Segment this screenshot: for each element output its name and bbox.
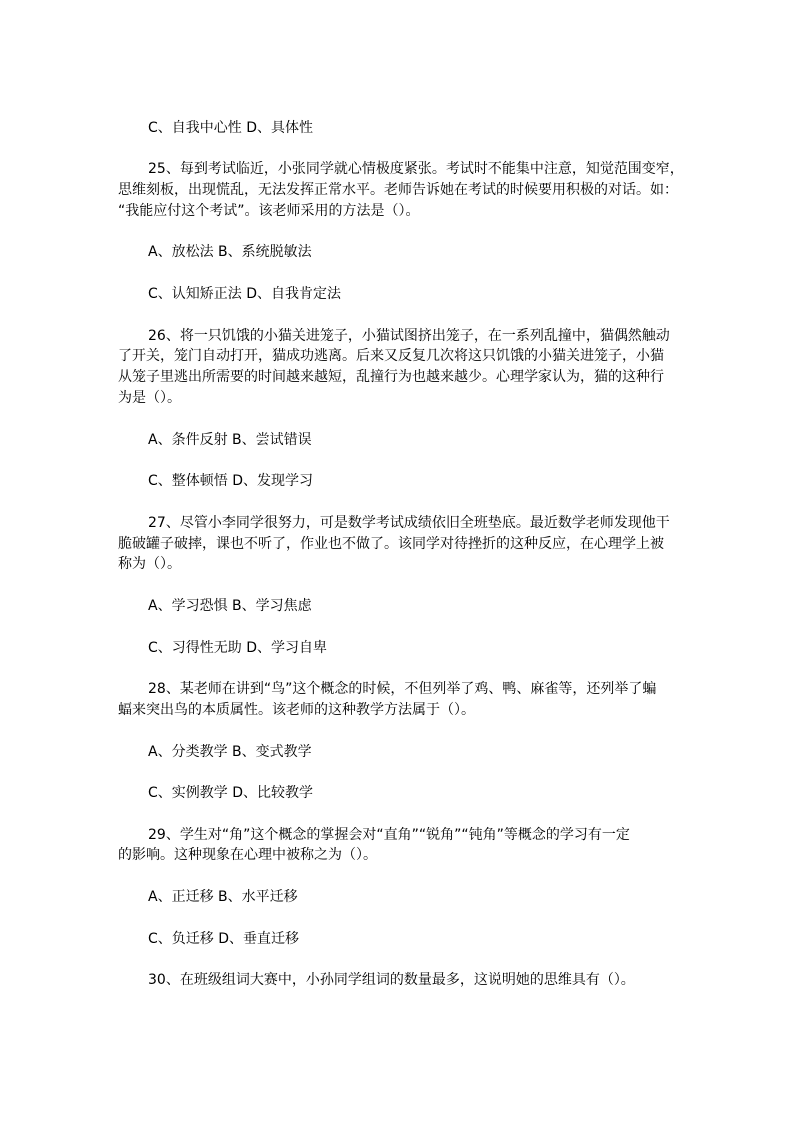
options-q26-ab xyxy=(118,430,678,451)
question-line: “我能应付这个考试”。该老师采用的方法是（）。 xyxy=(118,202,420,219)
option-line: A、正迁移 B、水平迁移 xyxy=(148,889,298,906)
option-line: C、认知矫正法 D、自我肯定法 xyxy=(148,285,342,302)
options-q27-ab xyxy=(118,596,678,617)
options-q29-ab xyxy=(118,887,678,908)
question-line: 26、将一只饥饿的小猫关进笼子，小猫试图挤出笼子，在一系列乱撞中，猫偶然触动 xyxy=(148,327,670,344)
options-q26-cd xyxy=(118,471,678,492)
question-line: 的影响。这种现象在心理中被称之为（）。 xyxy=(118,847,377,864)
options-q29-cd xyxy=(118,929,678,950)
question-line: 27、尽管小李同学很努力，可是数学考试成绩依旧全班垫底。最近数学老师发现他干 xyxy=(148,514,670,531)
option-line: C、实例教学 D、比较教学 xyxy=(148,785,314,802)
option-line: C、自我中心性 D、具体性 xyxy=(148,119,314,136)
question-line: 25、每到考试临近，小张同学就心情极度紧张。考试时不能集中注意，知觉范围变窄， xyxy=(148,161,684,178)
question-line: 称为（）。 xyxy=(118,556,181,573)
option-line: C、负迁移 D、垂直迁移 xyxy=(148,930,300,947)
option-line: A、条件反射 B、尝试错误 xyxy=(148,431,312,448)
question-line: 思维刻板，出现慌乱，无法发挥正常水平。老师告诉她在考试的时候要用积极的对话。如： xyxy=(118,181,678,198)
question-line: 29、学生对“角”这个概念的掌握会对“直角”“锐角”“钝角”等概念的学习有一定 xyxy=(148,826,630,843)
option-line: C、整体顿悟 D、发现学习 xyxy=(148,473,314,490)
question-29 xyxy=(118,825,678,867)
options-q28-cd xyxy=(118,783,678,804)
question-line: 28、某老师在讲到“鸟”这个概念的时候，不但列举了鸡、鸭、麻雀等，还列举了蝙 xyxy=(148,681,657,698)
options-q28-ab xyxy=(118,742,678,763)
question-line: 从笼子里逃出所需要的时间越来越短，乱撞行为也越来越少。心理学家认为，猫的这种行 xyxy=(118,369,664,386)
question-27 xyxy=(118,513,678,575)
question-26 xyxy=(118,326,678,409)
option-line: A、放松法 B、系统脱敏法 xyxy=(148,244,312,261)
question-28 xyxy=(118,679,678,721)
question-25 xyxy=(118,159,684,221)
question-line: 了开关，笼门自动打开，猫成功逃离。后来又反复几次将这只饥饿的小猫关进笼子，小猫 xyxy=(118,348,664,365)
options-q24-cd xyxy=(118,118,678,139)
options-q25-cd xyxy=(118,284,678,305)
option-line: C、习得性无助 D、学习自卑 xyxy=(148,639,328,656)
question-line: 30、在班级组词大赛中，小孙同学组词的数量最多，这说明她的思维具有（）。 xyxy=(148,972,635,989)
question-30 xyxy=(118,970,678,991)
question-line: 脆破罐子破摔，课也不听了，作业也不做了。该同学对待挫折的这种反应，在心理学上被 xyxy=(118,535,664,552)
option-line: A、分类教学 B、变式教学 xyxy=(148,743,312,760)
options-q27-cd xyxy=(118,638,678,659)
question-line: 蝠来突出鸟的本质属性。该老师的这种教学方法属于（）。 xyxy=(118,701,475,718)
options-q25-ab xyxy=(118,242,678,263)
document-body xyxy=(118,118,684,1012)
question-line: 为是（）。 xyxy=(118,389,181,406)
option-line: A、学习恐惧 B、学习焦虑 xyxy=(148,597,312,614)
